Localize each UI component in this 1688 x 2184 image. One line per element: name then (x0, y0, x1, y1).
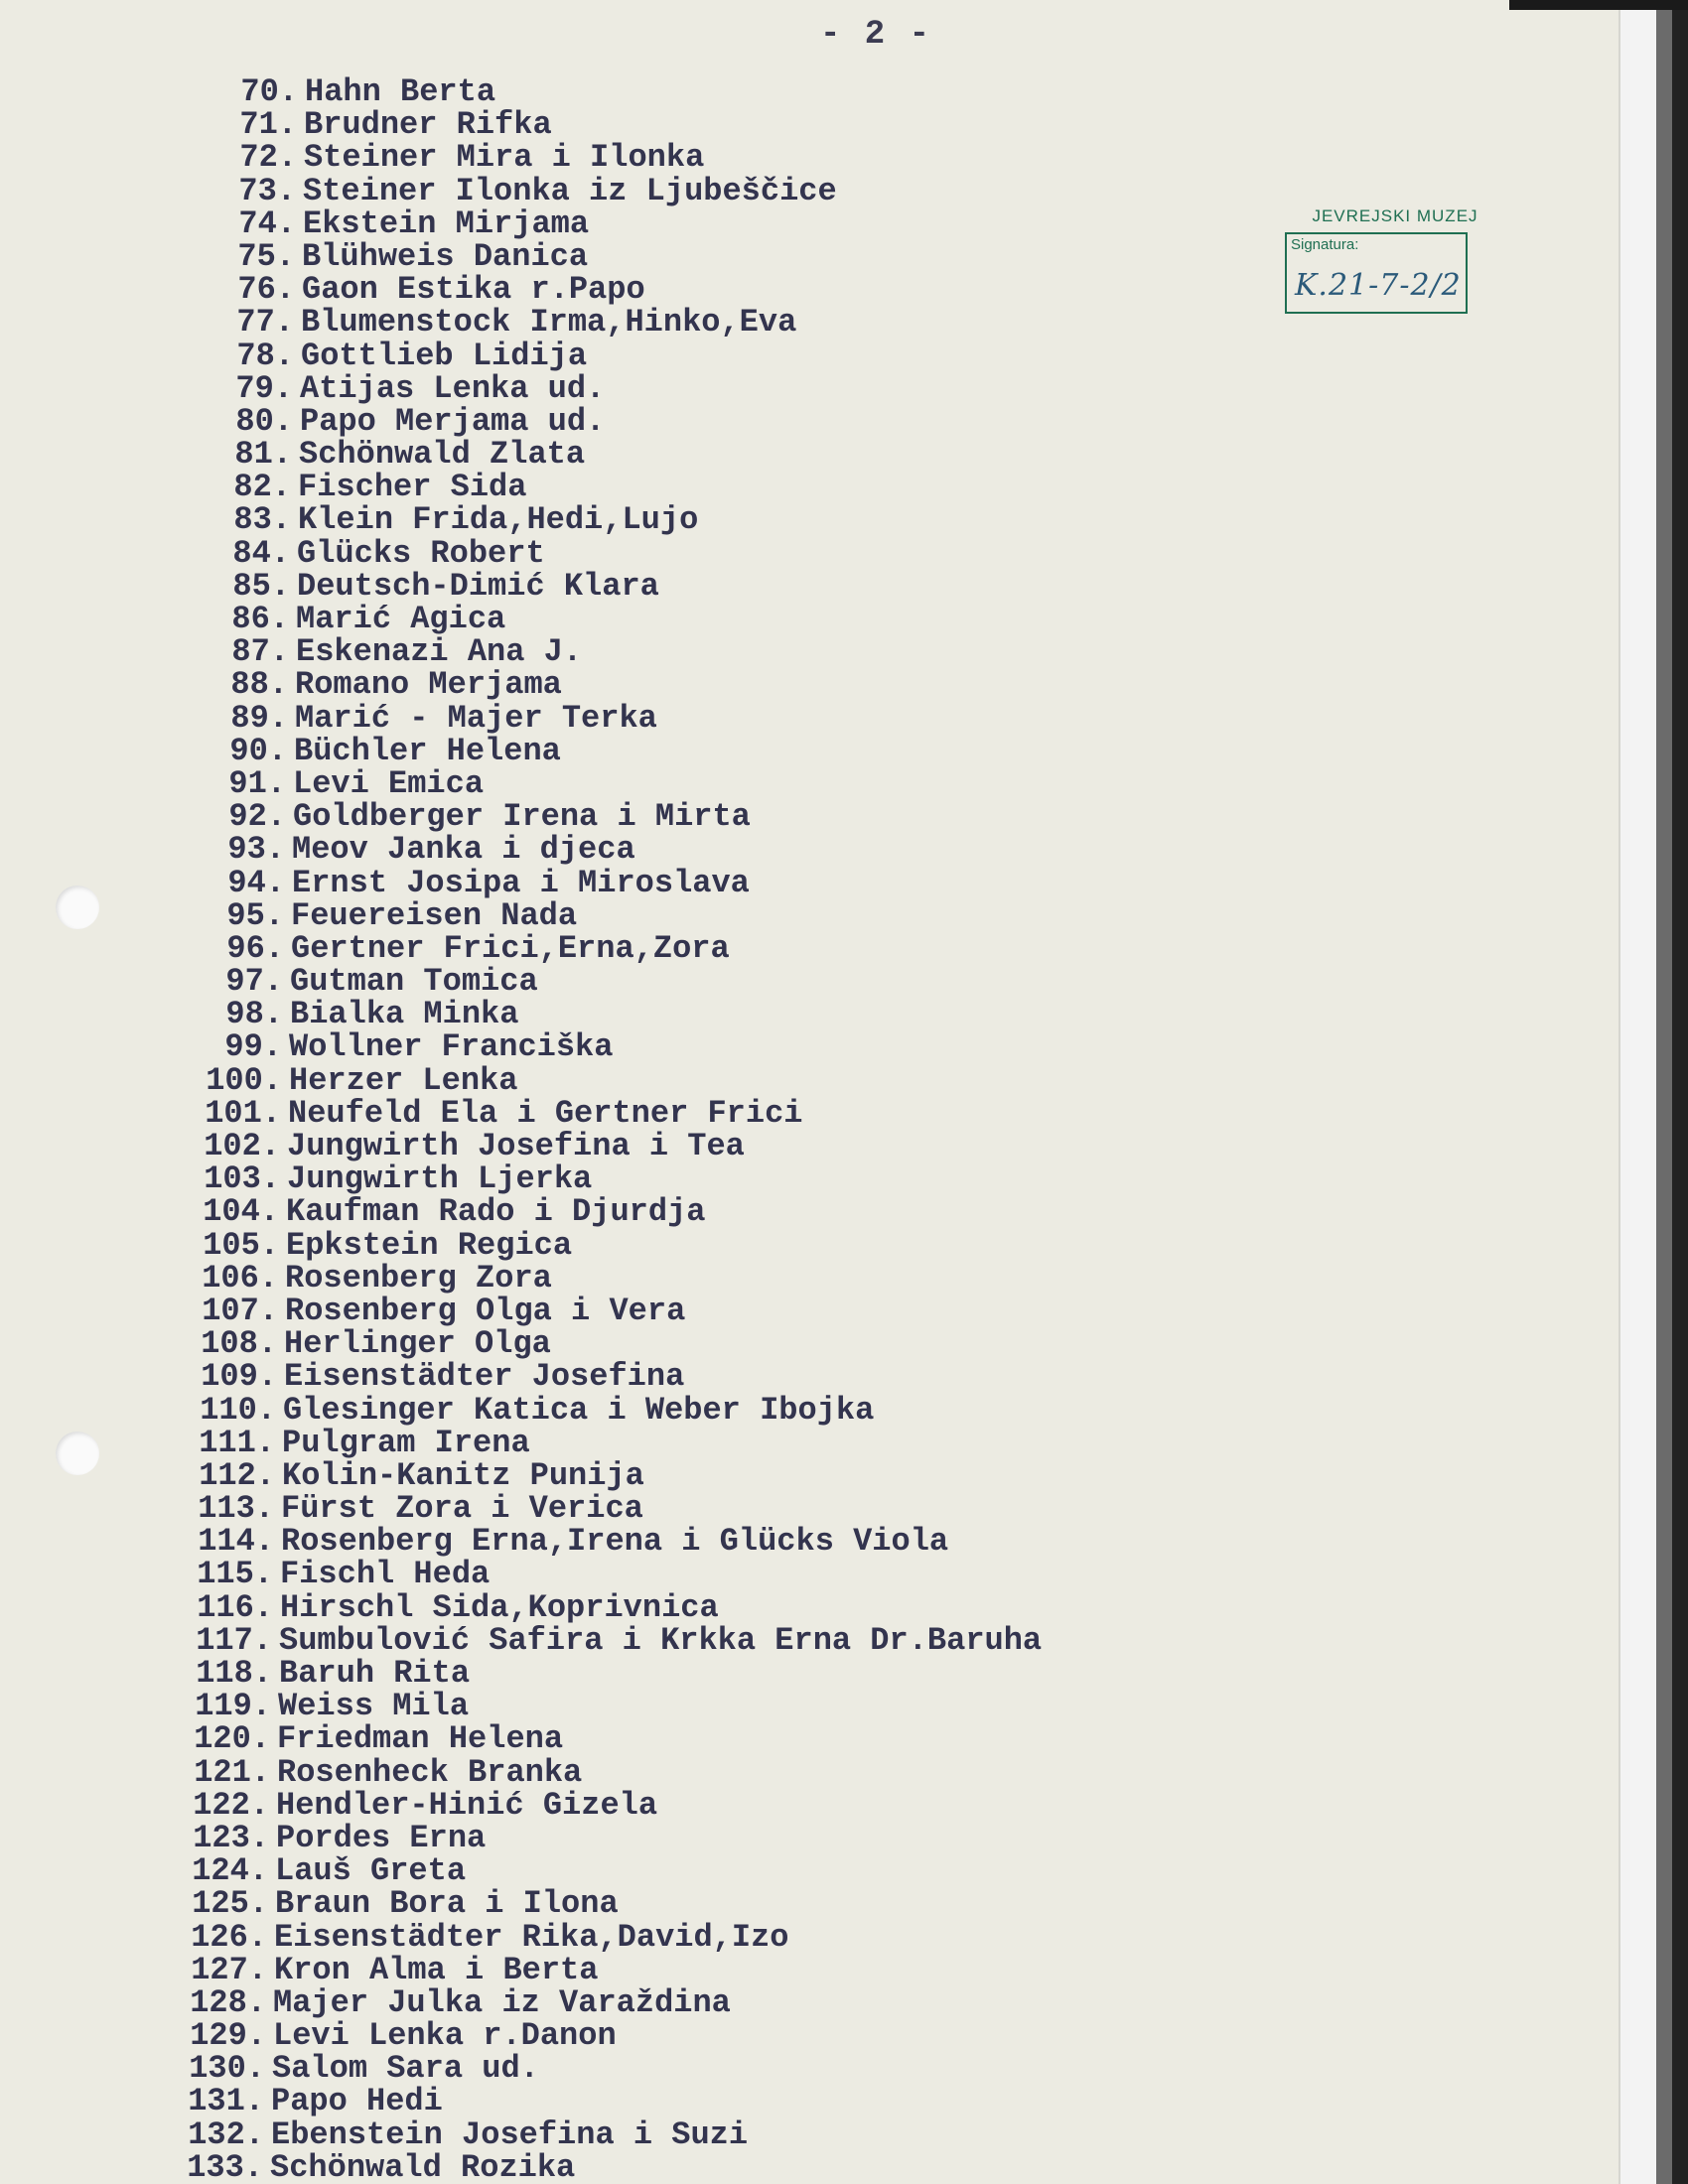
entry-number: 121. (194, 1753, 270, 1791)
entry-name: Klein Frida,Hedi,Lujo (298, 501, 699, 539)
entry-number: 130. (189, 2050, 265, 2088)
entry-name: Hirschl Sida,Koprivnica (280, 1588, 719, 1626)
entry-number: 131. (188, 2083, 264, 2120)
entry-number: 95. (226, 896, 284, 934)
entry-number: 74. (238, 205, 296, 242)
entry-name: Blumenstock Irma,Hinko,Eva (301, 304, 797, 341)
entry-number: 80. (235, 402, 293, 440)
entry-number: 102. (204, 1128, 280, 1164)
entry-number: 113. (198, 1490, 274, 1528)
entry-name: Wollner Franciška (289, 1028, 614, 1066)
entry-name: Atijas Lenka ud. (300, 369, 606, 407)
entry-number: 71. (239, 106, 297, 144)
entry-name: Braun Bora i Ilona (275, 1885, 619, 1923)
entry-name: Pulgram Irena (282, 1424, 530, 1461)
entry-name: Pordes Erna (276, 1819, 487, 1856)
entry-name: Jungwirth Josefina i Tea (287, 1128, 745, 1164)
entry-number: 122. (193, 1786, 269, 1824)
entry-number: 101. (205, 1094, 281, 1132)
entry-name: Herzer Lenka (289, 1061, 518, 1099)
entry-number: 128. (190, 1983, 266, 2021)
scan-shadow (1509, 0, 1688, 10)
entry-number: 111. (199, 1424, 275, 1461)
entry-name: Levi Lenka r.Danon (273, 2017, 617, 2055)
entry-name: Ebenstein Josefina i Suzi (271, 2116, 749, 2153)
entry-number: 89. (230, 699, 288, 737)
entry-name: Marić - Majer Terka (295, 699, 657, 737)
entry-name: Friedman Helena (277, 1720, 564, 1758)
entry-name: Jungwirth Ljerka (287, 1160, 593, 1198)
entry-number: 118. (196, 1655, 272, 1692)
entry-number: 123. (193, 1819, 269, 1856)
entry-name: Schönwald Zlata (299, 436, 586, 474)
entry-number: 105. (203, 1226, 279, 1264)
entry-name: Majer Julka iz Varaždina (273, 1983, 731, 2021)
entry-name: Blühweis Danica (302, 237, 589, 275)
entry-number: 99. (224, 1028, 282, 1066)
entry-number: 106. (202, 1259, 278, 1297)
entry-name: Levi Emica (293, 764, 485, 802)
entry-number: 104. (203, 1193, 279, 1231)
entry-name: Gutman Tomica (290, 963, 538, 1001)
entry-number: 98. (225, 996, 283, 1033)
entry-name: Eisenstädter Josefina (284, 1358, 685, 1396)
entry-number: 82. (233, 469, 291, 506)
entry-number: 129. (190, 2017, 266, 2055)
entry-number: 93. (227, 831, 285, 869)
entry-number: 84. (232, 534, 290, 572)
stamp-museum-name: JEVREJSKI MUZEJ (1312, 206, 1478, 225)
page-edge (1618, 0, 1656, 2184)
entry-name: Fürst Zora i Verica (281, 1490, 643, 1528)
entry-number: 75. (237, 237, 295, 275)
entry-name: Salom Sara ud. (272, 2050, 539, 2088)
entry-name: Papo Merjama ud. (300, 402, 606, 440)
entry-number: 110. (200, 1391, 276, 1429)
entry-name: Glesinger Katica i Weber Ibojka (283, 1391, 875, 1429)
entry-number: 81. (234, 436, 292, 474)
entry-number: 97. (225, 963, 283, 1001)
entry-name: Gottlieb Lidija (301, 337, 588, 374)
entry-name: Lauš Greta (275, 1852, 467, 1890)
entry-number: 116. (197, 1588, 273, 1626)
entry-name: Sumbulović Safira i Krkka Erna Dr.Baruha (279, 1621, 1043, 1659)
entry-number: 109. (201, 1358, 277, 1396)
entry-name: Gertner Frici,Erna,Zora (291, 929, 730, 967)
entry-name: Ekstein Mirjama (303, 205, 590, 242)
entry-name: Rosenberg Zora (285, 1259, 552, 1297)
page-number: - 2 - (820, 16, 932, 54)
entry-name: Hahn Berta (305, 73, 496, 110)
entry-name: Kolin-Kanitz Punija (282, 1456, 644, 1494)
entry-name: Schönwald Rozika (270, 2148, 576, 2184)
entry-name: Bialka Minka (290, 996, 519, 1033)
entry-name: Herlinger Olga (284, 1325, 551, 1363)
entry-name: Steiner Ilonka iz Ljubeščice (303, 172, 837, 209)
entry-name: Brudner Rifka (304, 106, 552, 144)
entry-name: Steiner Mira i Ilonka (304, 139, 705, 177)
entry-number: 108. (201, 1325, 277, 1363)
stamp-label: Signatura: (1291, 236, 1359, 253)
entry-number: 87. (231, 633, 289, 671)
entry-number: 72. (239, 139, 297, 177)
entry-name: Fischl Heda (280, 1556, 491, 1593)
entry-number: 119. (195, 1688, 271, 1725)
entry-number: 73. (238, 172, 296, 209)
entry-name: Büchler Helena (294, 732, 561, 769)
entry-name: Weiss Mila (278, 1688, 470, 1725)
entry-number: 126. (191, 1918, 267, 1956)
entry-number: 120. (194, 1720, 270, 1758)
entry-name: Goldberger Irena i Mirta (293, 798, 751, 836)
entry-name: Hendler-Hinić Gizela (276, 1786, 658, 1824)
scan-border (1672, 0, 1688, 2184)
entry-name: Marić Agica (296, 601, 506, 637)
entry-number: 77. (236, 304, 294, 341)
entry-number: 133. (187, 2148, 263, 2184)
entry-number: 88. (230, 666, 288, 704)
entry-name: Feuereisen Nada (291, 896, 578, 934)
entry-number: 83. (233, 501, 291, 539)
entry-number: 100. (206, 1061, 282, 1099)
entry-number: 114. (198, 1523, 274, 1561)
entry-number: 85. (232, 567, 290, 605)
entry-name: Kaufman Rado i Djurdja (286, 1193, 706, 1231)
entry-number: 124. (192, 1852, 268, 1890)
entry-name: Rosenberg Olga i Vera (285, 1292, 686, 1329)
entry-name: Rosenberg Erna,Irena i Glücks Viola (281, 1523, 949, 1561)
entry-number: 107. (202, 1292, 278, 1329)
entry-name: Rosenheck Branka (277, 1753, 583, 1791)
entry-number: 132. (188, 2116, 264, 2153)
entry-number: 70. (240, 73, 298, 110)
entry-name: Epkstein Regica (286, 1226, 573, 1264)
entry-name: Deutsch-Dimić Klara (297, 567, 659, 605)
entry-number: 96. (226, 929, 284, 967)
entry-number: 115. (197, 1556, 273, 1593)
entry-number: 125. (192, 1885, 268, 1923)
entry-number: 79. (235, 369, 293, 407)
entry-number: 94. (227, 864, 285, 901)
entry-name: Neufeld Ela i Gertner Frici (288, 1094, 803, 1132)
punch-hole (56, 1432, 99, 1475)
entry-number: 117. (196, 1621, 272, 1659)
entry-number: 112. (199, 1456, 275, 1494)
entry-number: 76. (237, 271, 295, 309)
entry-name: Kron Alma i Berta (274, 1951, 599, 1988)
entry-number: 78. (236, 337, 294, 374)
museum-stamp (1281, 206, 1509, 314)
entry-number: 103. (204, 1160, 280, 1198)
stamp-box (1285, 232, 1468, 314)
entry-number: 86. (231, 601, 289, 637)
entry-name: Baruh Rita (279, 1655, 471, 1692)
entry-name: Papo Hedi (271, 2083, 443, 2120)
entry-name: Eisenstädter Rika,David,Izo (274, 1918, 789, 1956)
entry-name: Eskenazi Ana J. (296, 633, 583, 671)
entry-number: 90. (229, 732, 287, 769)
entry-name: Meov Janka i djeca (292, 831, 635, 869)
entry-number: 92. (228, 798, 286, 836)
entry-number: 91. (228, 764, 286, 802)
entry-name: Gaon Estika r.Papo (302, 271, 645, 309)
entry-name: Romano Merjama (295, 666, 562, 704)
entry-name: Glücks Robert (297, 534, 545, 572)
entry-name: Fischer Sida (298, 469, 527, 506)
punch-hole (56, 886, 99, 929)
entry-name: Ernst Josipa i Miroslava (292, 864, 750, 901)
entry-number: 127. (191, 1951, 267, 1988)
stamp-signature: K.21-7-2/2 (1295, 268, 1462, 303)
